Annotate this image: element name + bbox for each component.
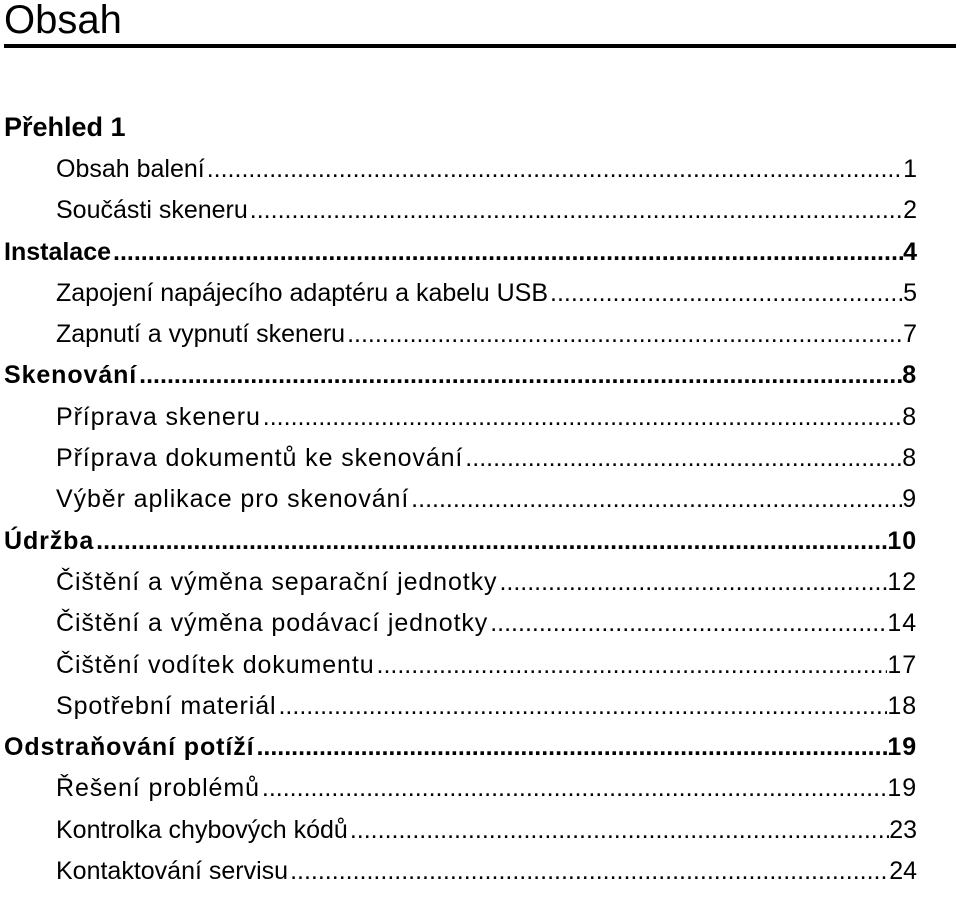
toc-leader-dots (490, 603, 915, 644)
toc-chapter-instalace[interactable] (0, 232, 960, 273)
toc-entry-reseni-problemu[interactable] (0, 768, 960, 809)
toc-entry-cisteni-podavaci[interactable] (0, 603, 960, 644)
toc-entry-cisteni-voditek[interactable] (0, 645, 960, 686)
toc-entry-vyber-aplikace[interactable] (0, 479, 960, 520)
toc-leader-dots (347, 314, 915, 355)
toc-leader-dots (290, 851, 915, 892)
toc-leader-dots (499, 562, 915, 603)
toc-entry-label: Výběr aplikace pro skenování (56, 485, 410, 514)
toc-entry-label: Čištění vodítek dokumentu (56, 650, 375, 679)
toc-entry-label: Obsah balení (56, 155, 205, 183)
toc-leader-dots (250, 190, 915, 231)
toc-page-number: 19 (887, 768, 917, 809)
toc-page-number: 10 (887, 521, 917, 562)
toc-entry-label: Zapojení napájecího adaptéru a kabelu USB (56, 278, 549, 307)
toc-chapter-odstranovani-potizi[interactable] (0, 727, 960, 768)
toc-page-number: 24 (889, 851, 917, 892)
toc-entry-label: Příprava skeneru (56, 402, 261, 431)
toc-entry-priprava-skeneru[interactable] (0, 397, 960, 438)
title-divider (4, 44, 956, 48)
toc-entry-label: Součásti skeneru (56, 196, 248, 225)
toc-entry-label: Spotřební materiál (56, 691, 277, 720)
toc-leader-dots (262, 768, 915, 809)
toc-page-number: 18 (887, 686, 917, 727)
toc-page-number: 12 (887, 562, 917, 603)
toc-entry-spotrebni-material[interactable] (0, 686, 960, 727)
toc-entry-priprava-dokumentu[interactable] (0, 438, 960, 479)
toc-leader-dots (139, 355, 915, 396)
toc-leader-dots (350, 810, 915, 851)
toc-entry-cisteni-separacni[interactable] (0, 562, 960, 603)
toc-page-number: 8 (902, 397, 917, 438)
toc-leader-dots (256, 727, 915, 768)
toc-leader-dots (465, 438, 915, 479)
toc-leader-dots (263, 397, 915, 438)
toc-leader-dots (207, 149, 915, 190)
page-title: Obsah (4, 0, 122, 42)
toc-page-number: 4 (903, 232, 917, 273)
toc-page-number: 2 (903, 190, 917, 231)
toc-leader-dots (113, 232, 915, 273)
toc-leader-dots (411, 479, 915, 520)
toc-leader-dots (96, 521, 915, 562)
toc-chapter-label: Skenování (4, 361, 138, 390)
toc-chapter-label: Údržba (4, 526, 95, 555)
toc-entry-label: Příprava dokumentů ke skenování (56, 444, 464, 473)
toc-page-number: 9 (902, 479, 917, 520)
toc-page-number: 8 (902, 355, 917, 396)
toc-page-number: 14 (887, 603, 917, 644)
toc-entry-kontrolka-kodu[interactable] (0, 810, 960, 851)
table-of-contents (0, 149, 960, 892)
toc-entry-zapnuti-vypnuti[interactable] (0, 314, 960, 355)
toc-entry-zapojeni-adapteru[interactable] (0, 273, 960, 314)
toc-page-number: 8 (902, 438, 917, 479)
section-heading[interactable]: Přehled 1 (4, 112, 126, 142)
toc-entry-obsah-baleni[interactable] (0, 149, 960, 190)
toc-entry-soucasti-skeneru[interactable] (0, 190, 960, 231)
toc-page-number: 23 (889, 810, 917, 851)
toc-page-number: 19 (887, 727, 917, 768)
toc-entry-kontaktovani-servisu[interactable] (0, 851, 960, 892)
toc-entry-label: Čištění a výměna podávací jednotky (56, 609, 489, 638)
toc-leader-dots (377, 645, 916, 686)
toc-entry-label: Zapnutí a vypnutí skeneru (56, 320, 346, 349)
toc-page-number: 1 (903, 149, 917, 190)
toc-chapter-label: Odstraňování potíží (4, 733, 255, 762)
toc-leader-dots (550, 273, 915, 314)
toc-page-number: 7 (903, 314, 917, 355)
toc-chapter-skenovani[interactable] (0, 355, 960, 396)
toc-chapter-udrzba[interactable] (0, 521, 960, 562)
toc-entry-label: Čištění a výměna separační jednotky (56, 567, 498, 596)
toc-entry-label: Kontrolka chybových kódů (56, 815, 348, 844)
toc-page-number: 5 (903, 273, 917, 314)
toc-entry-label: Kontaktování servisu (56, 857, 289, 886)
toc-chapter-label: Instalace (4, 237, 112, 266)
toc-page-number: 17 (887, 645, 917, 686)
toc-entry-label: Řešení problémů (56, 774, 260, 803)
toc-leader-dots (278, 686, 915, 727)
